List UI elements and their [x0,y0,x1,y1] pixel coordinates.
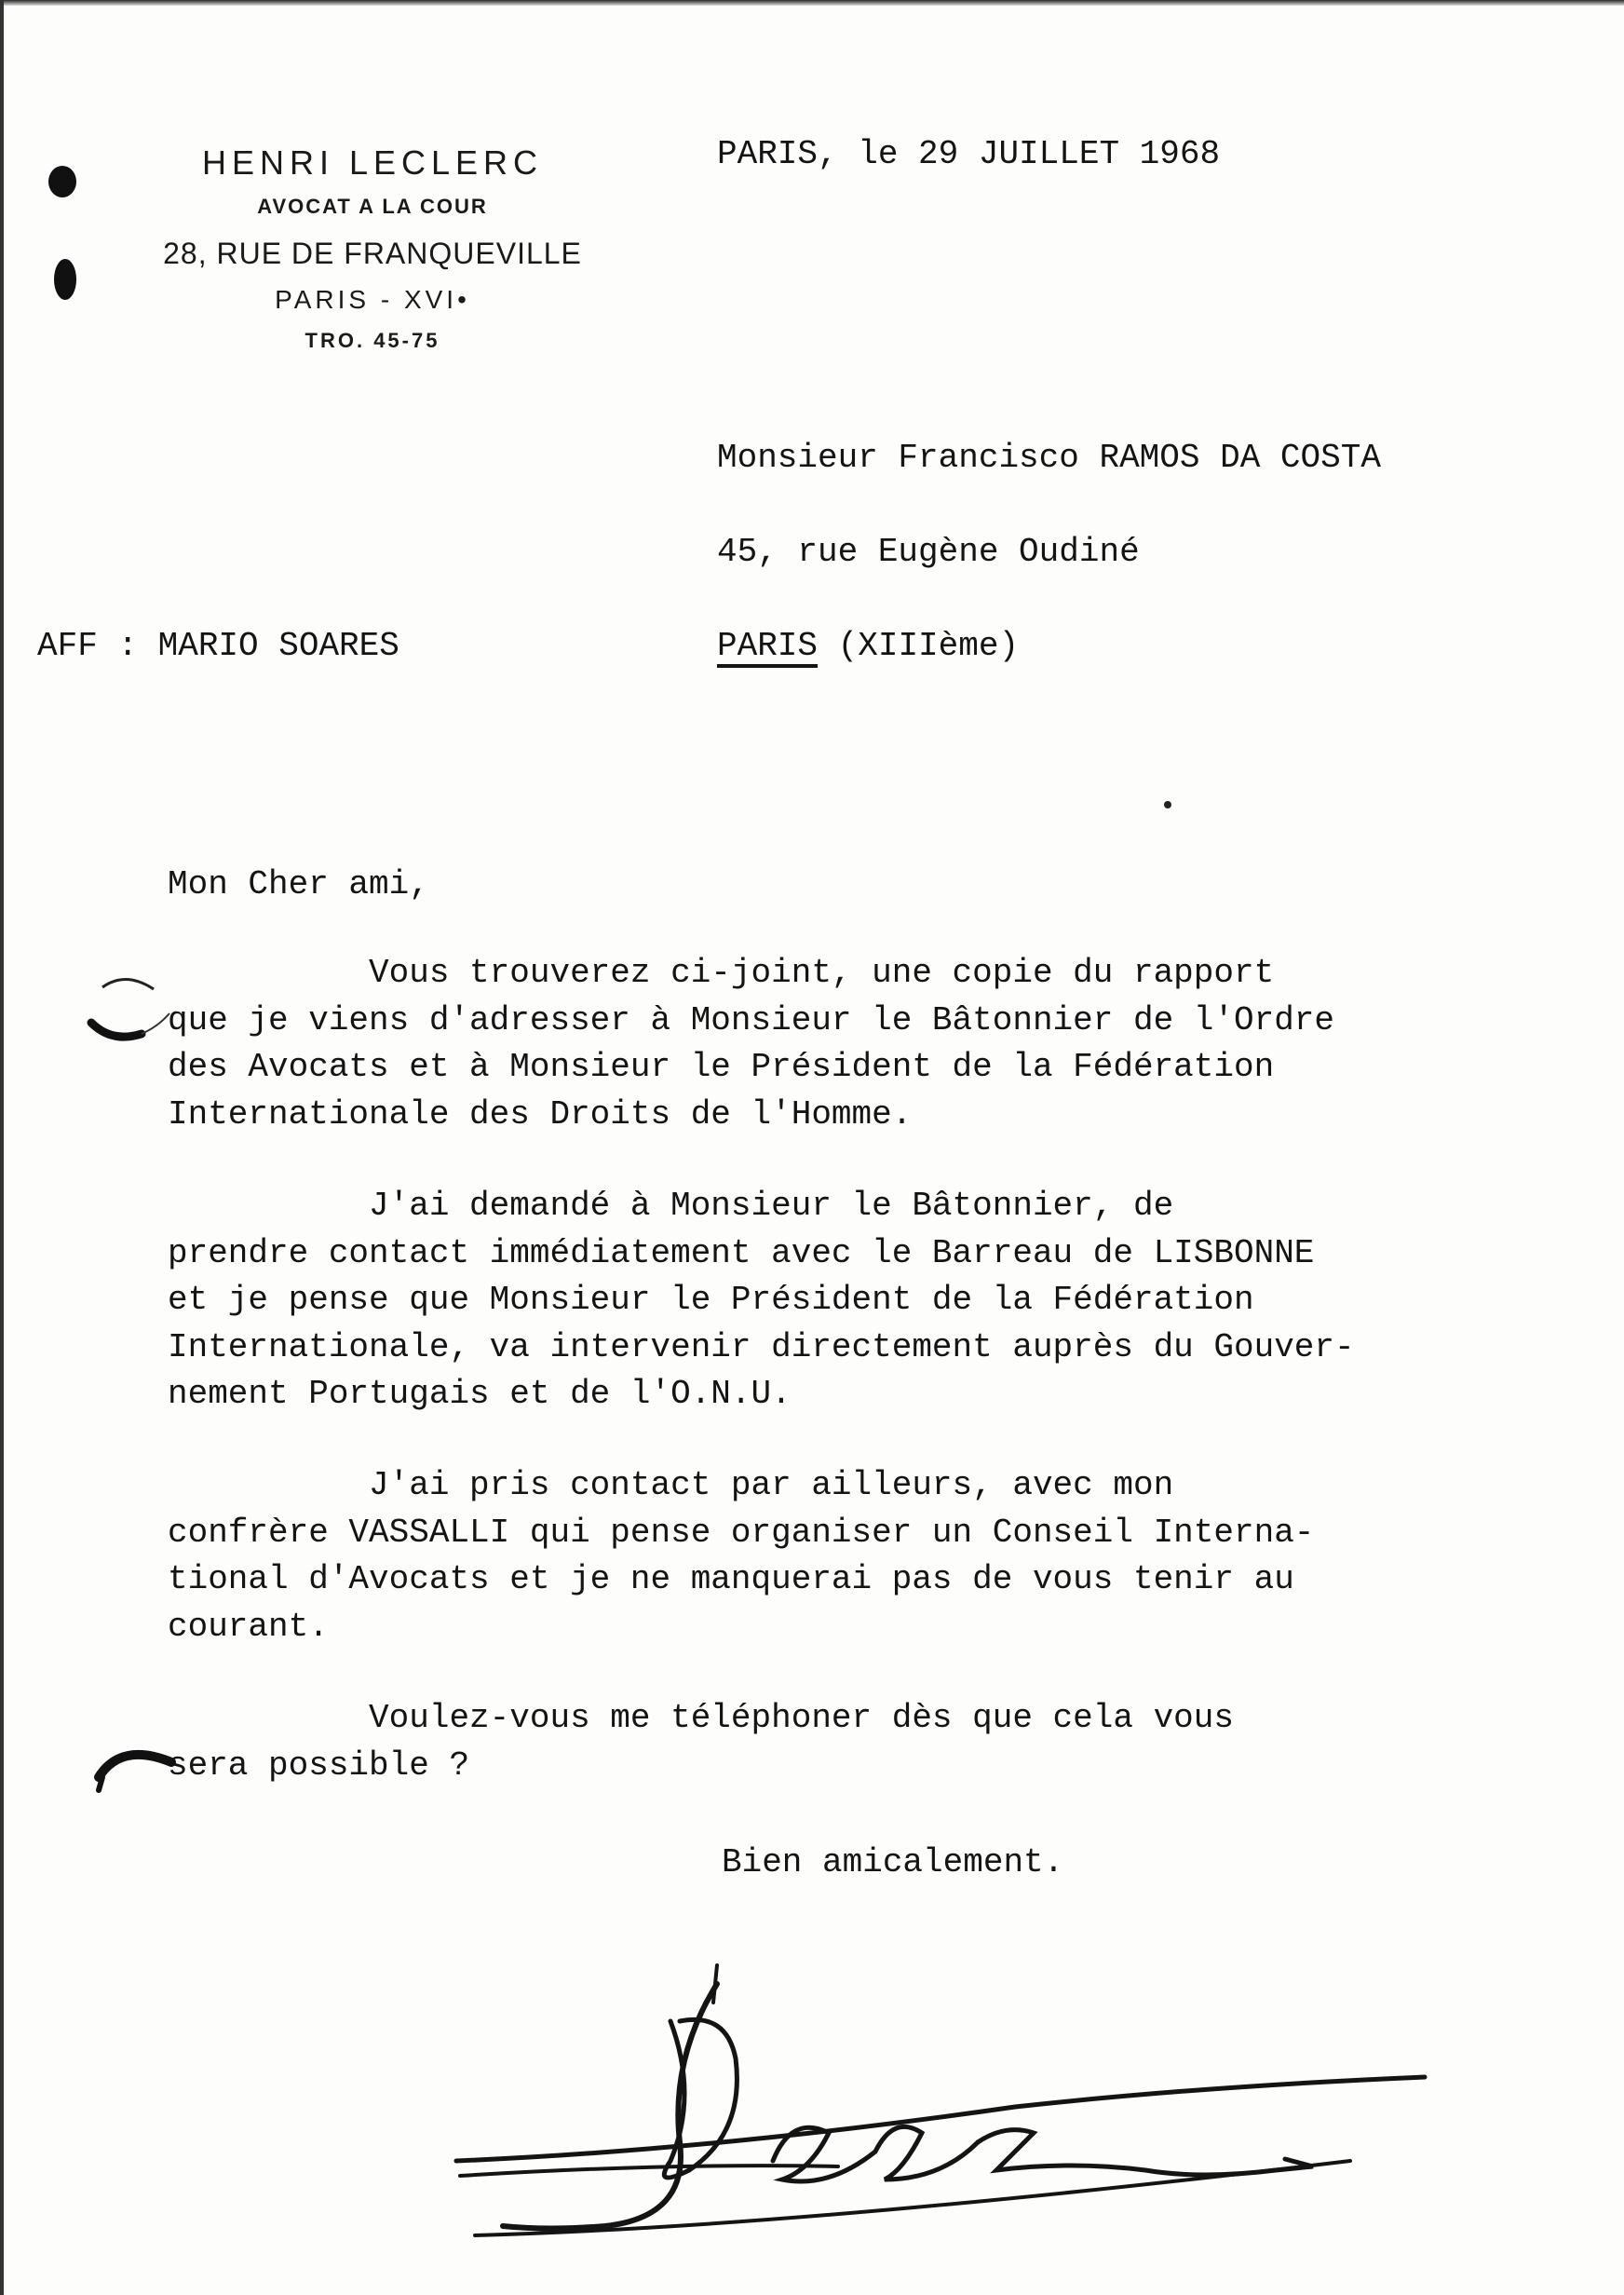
paragraph-3-line: J'ai pris contact par ailleurs, avec mon [168,1466,1174,1504]
case-reference: AFF : MARIO SOARES [37,627,399,665]
punch-hole-top [48,166,76,197]
stray-dot [1164,801,1171,808]
paragraph-1-line: Internationale des Droits de l'Homme. [168,1094,913,1134]
paragraph-1-line: Vous trouverez ci-joint, une copie du rapport [168,954,1275,992]
paragraph-2-line: et je pense que Monsieur le Président de la Fédération [168,1281,1254,1319]
recipient-city: PARIS [717,627,819,665]
margin-bracket-mark-2 [93,1732,186,1798]
paragraph-1-line: que je viens d'adresser à Monsieur le Bâtonnier de l'Ordre [168,1000,1335,1039]
date-line: PARIS, le 29 JUILLET 1968 [717,135,1221,173]
paragraph-3-line: courant. [168,1607,329,1646]
salutation: Mon Cher ami, [168,865,429,903]
paragraph-2-line: prendre contact immédiatement avec le Barreau de LISBONNE [168,1233,1315,1272]
letterhead-phone: TRO. 45-75 [304,329,440,352]
paragraph-2-line: J'ai demandé à Monsieur le Bâtonnier, de [168,1187,1174,1225]
paragraph-2 [168,1183,1453,1419]
paragraph-3 [168,1462,1453,1650]
recipient-street: 45, rue Eugène Oudiné [717,533,1140,571]
letterhead-name: HENRI LECLERC [201,143,544,182]
paragraph-3-line: tional d'Avocats et je ne manquerai pas de vous tenir au [168,1560,1294,1598]
letterhead-street: 28, RUE DE FRANQUEVILLE [163,237,582,270]
punch-hole-bottom [54,259,76,300]
letterhead-city: PARIS - XVI• [275,285,470,314]
closing: Bien amicalement. [722,1843,1064,1881]
paragraph-4 [168,1695,1453,1789]
recipient-district: (XIIIème) [818,627,1020,665]
paragraph-2-line: Internationale, va intervenir directement auprès du Gouver- [168,1327,1355,1366]
paragraph-2-line: nement Portugais et de l'O.N.U. [168,1375,792,1413]
page-top-edge [0,0,1624,6]
letterhead-title: AVOCAT A LA COUR [257,195,488,218]
recipient-name: Monsieur Francisco RAMOS DA COSTA [717,439,1381,477]
paragraph-1 [168,950,1453,1138]
letterhead [140,140,605,361]
paragraph-3-line: confrère VASSALLI qui pense organiser un Conseil Interna- [168,1513,1315,1552]
recipient-city-line [717,622,1019,671]
paragraph-1-line: des Avocats et à Monsieur le Président de la Fédération [168,1048,1275,1086]
paragraph-4-line: sera possible ? [168,1745,470,1785]
margin-bracket-mark-1 [84,969,177,1052]
signature [438,1947,1462,2245]
page-left-edge [0,0,4,2295]
paragraph-4-line: Voulez-vous me téléphoner dès que cela vous [168,1699,1234,1737]
